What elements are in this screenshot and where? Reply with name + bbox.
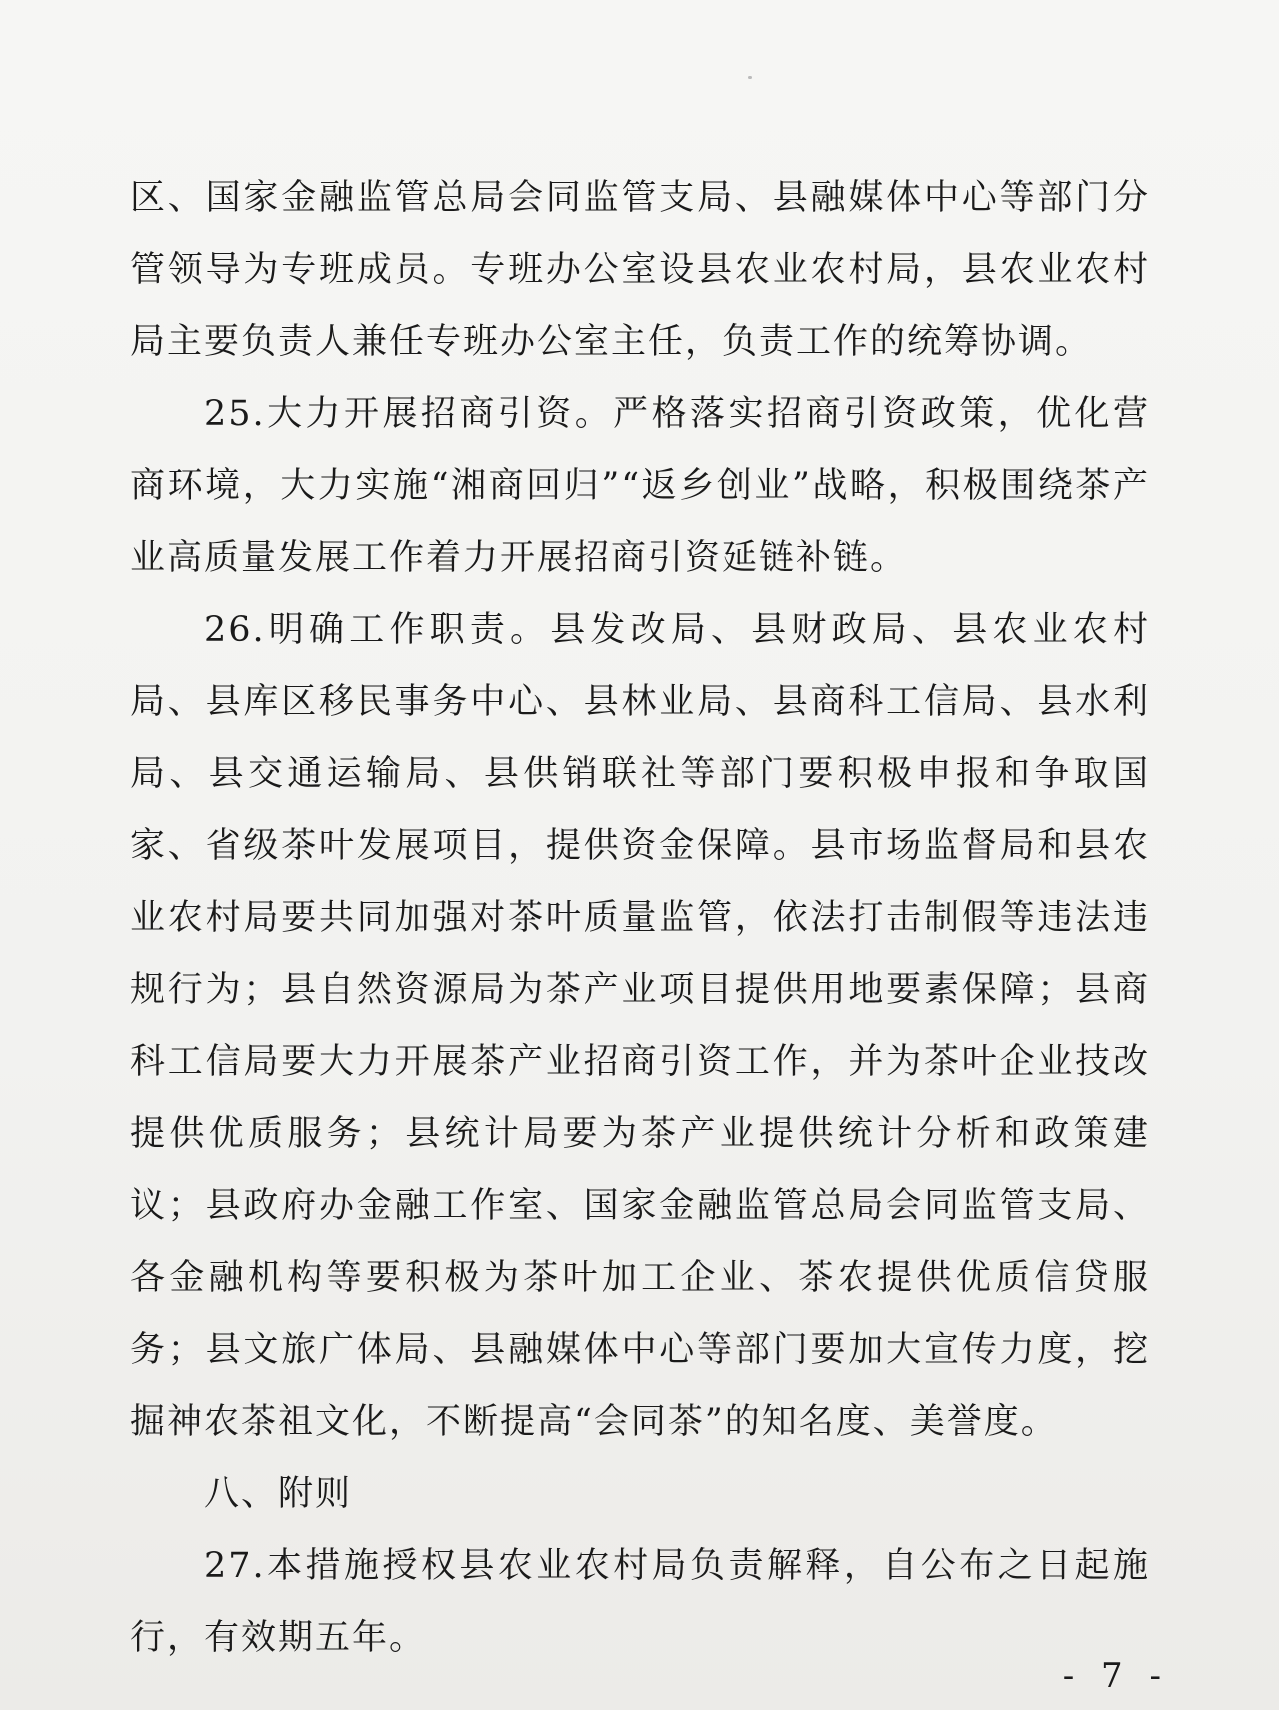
paragraph-item-26: 26.明确工作职责。县发改局、县财政局、县农业农村局、县库区移民事务中心、县林业局、县商科工信局、县水利局、县交通运输局、县供销联社等部门要积极申报和争取国家、省级茶叶发展项目，提供资金保障。县市场监督局和县农业农村局要共同加强对茶叶质量监管，依法打击制假等违法违规行为；县自然资源局为茶产业项目提供用地要素保障；县商科工信局要大力开展茶产业招商引资工作，并为茶叶企业技改提供优质服务；县统计局要为茶产业提供统计分析和政策建议；县政府办金融工作室、国家金融监管总局会同监管支局、各金融机构等要积极为茶叶加工企业、茶农提供优质信贷服务；县文旅广体局、县融媒体中心等部门要加大宣传力度，挖掘神农茶祖文化，不断提高“会同茶”的知名度、美誉度。 xyxy=(130,610,1150,1442)
page-number: - 7 - xyxy=(1062,1656,1169,1696)
paragraph-item-25: 25.大力开展招商引资。严格落实招商引资政策，优化营商环境，大力实施“湘商回归”“返乡创业”战略，积极围绕茶产业高质量发展工作着力开展招商引资延链补链。 xyxy=(130,394,1150,578)
paragraph-item-27: 27.本措施授权县农业农村局负责解释，自公布之日起施行，有效期五年。 xyxy=(130,1546,1150,1658)
paper-speck xyxy=(748,76,752,79)
paragraph-continued: 区、国家金融监管总局会同监管支局、县融媒体中心等部门分管领导为专班成员。专班办公室设县农业农村局，县农业农村局主要负责人兼任专班办公室主任，负责工作的统筹协调。 xyxy=(130,178,1150,362)
section-heading-appendix: 八、附则 xyxy=(204,1474,353,1514)
document-body xyxy=(130,162,1150,1674)
